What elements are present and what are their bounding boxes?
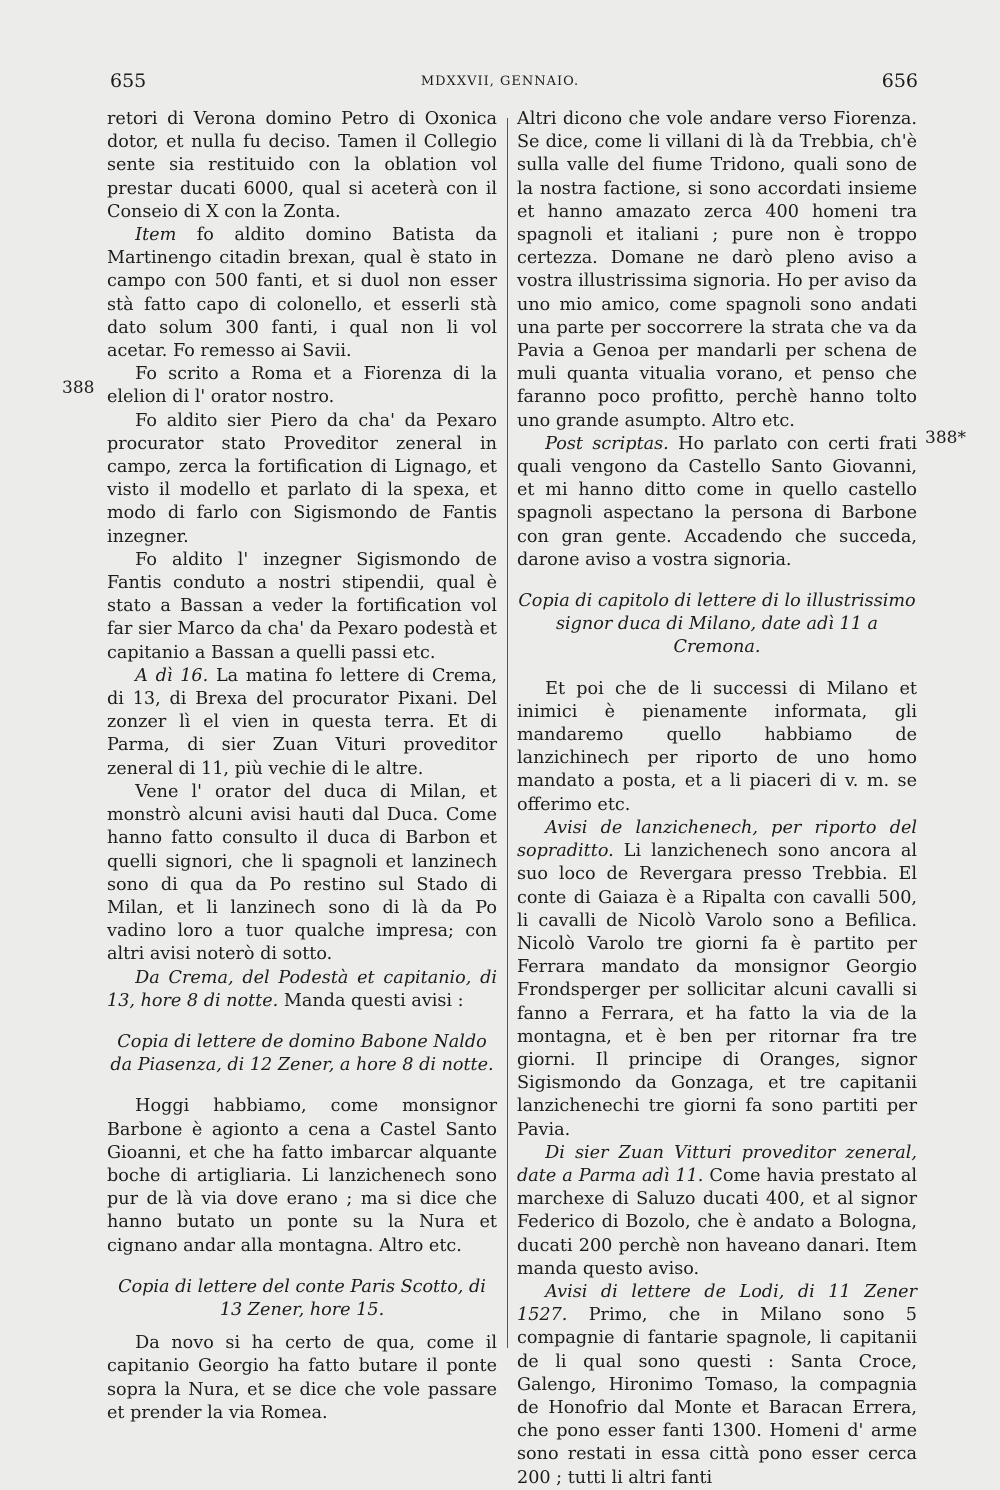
- paragraph-text: Vene l' orator del duca di Milan, et monstrò alcuni avisi hauti dal Duca. Come hanno fatto consulto il duca di Barbon et quelli signori, che li spagnoli et lanzinech sono di qua da Po restino sul Stado di Milan, et li lanzinech sono di là da Po vadino loro a tuor qualche impresa; con altri avisi noterò di sotto.: [107, 781, 497, 965]
- paragraph-lead: A dì 16.: [135, 665, 209, 686]
- paragraph-text: Ho parlato con certi frati quali vengono da Castello Santo Giovanni, et mi hanno ditto come in quello castello spagnoli aspectano la persona di Barbone con gran gente. Accadendo che succeda, darone aviso a vostra signoria.: [517, 433, 917, 570]
- paragraph: Hoggi habbiamo, come monsignor Barbone è agionto a cena a Castel Santo Gioanni, et che ha fatto imbarcar alquante boche di artigliaria. Li lanzichenech sono pur de là via dove erano ; ma si dice che hanno butato un ponte su la Nura et cignano andar alla montagna. Altro etc.: [107, 1096, 497, 1256]
- paragraph: Da novo si ha certo de qua, come il capitanio Georgio ha fatto butare il ponte sopra la Nura, et se dice che vole passare et prender la via Romea.: [107, 1333, 497, 1423]
- paragraph-lead: Item: [135, 225, 177, 246]
- margin-reference-left: 388: [62, 378, 95, 398]
- paragraph-lead: Avisi di lettere de Lodi, di 11 Zener 1527.: [517, 1281, 917, 1326]
- paragraph-text: Fo scrito a Roma et a Fiorenza di la elelion di l' orator nostro.: [107, 364, 497, 408]
- paragraph: [517, 433, 917, 572]
- paragraph-lead: Di sier Zuan Vitturi proveditor zeneral, date a Parma adì 11.: [517, 1142, 917, 1186]
- running-title: MDXXVII, GENNAIO.: [420, 74, 580, 89]
- paragraph: [107, 363, 497, 409]
- paragraph-lead: Post scriptas.: [545, 433, 669, 454]
- paragraph: [107, 224, 497, 363]
- paragraph: [107, 967, 497, 1013]
- paragraph-text: retori di Verona domino Petro di Oxonica dotor, et nulla fu deciso. Tamen il Collegio sente sia restituido con la oblation vol prestar ducati 6000, qual si aceterà con il Conseio di X con la Zonta.: [107, 109, 497, 222]
- left-column: [107, 108, 497, 1425]
- paragraph-text: La matina fo lettere di Crema, di 13, di Brexa del procurator Pixani. Del zonzer lì el vien in questa terra. Et di Parma, di sier Zuan Vituri proveditor zeneral di 11, più vechie di le altre.: [107, 665, 497, 779]
- paragraph: [107, 665, 497, 781]
- section-heading: Copia di lettere del conte Paris Scotto, di 13 Zener, hore 15.: [118, 1276, 486, 1320]
- paragraph: [107, 549, 497, 665]
- paragraph: [107, 410, 497, 549]
- paragraph-text: fo aldito domino Batista da Martinengo citadin brexan, qual è stato in campo con 500 fanti, et si duol non esser stà fatto capo di colonello, et esserli stà dato solum 300 fanti, i qual non li vol acetar. Fo remesso ai Savii.: [107, 225, 497, 362]
- paragraph-text: Manda questi avisi :: [278, 990, 464, 1011]
- paragraph-text: Li lanzichenech sono ancora al suo loco de Revergara presso Trebbia. El conte di Gaiaza è a Ripalta con cavalli 500, li cavalli de Nicolò Varolo sono a Befilica. Nicolò Varolo tre giorni fa è partito per Ferrara mandato da monsignor Georgio Frondsperger per sollicitar alcuni cavalli si fanno a Ferrara, et ha fatto la via de la montagna, et è ben per ritornar fra tre giorni. Il principe di Oranges, signor Sigismondo da Gonzaga, et tre capitanii lanzichenechi tre giorni fa sono partiti per Pavia.: [517, 841, 917, 1140]
- paragraph: [107, 781, 497, 967]
- page-header: [0, 70, 1000, 96]
- paragraph: Et poi che de li successi di Milano et inimici è pienamente informata, gli mandaremo quello habbiamo de lanzichinech per riporto de uno homo mandato a posta, et a li piaceri di v. m. se offerimo etc.: [517, 678, 917, 815]
- paragraph-text: Come havia prestato al marchexe di Saluzo ducati 400, et al signor Federico di Bozolo, che è andato a Bologna, ducati 200 perchè non haveano danari. Item manda questo aviso.: [517, 1165, 917, 1279]
- paragraph-text: Primo, che in Milano sono 5 compagnie di fantarie spagnole, li capitanii de li qual sono questi : Santa Croce, Galengo, Hironimo Tomaso, la compagnia de Honofrio dal Monte et Baracan Errera, che pono esser fanti 1300. Homeni d' arme sono restati in essa città pono esser cerca 200 ; tutti li altri fanti: [517, 1305, 917, 1488]
- paragraph-text: Fo aldito l' inzegner Sigismondo de Fantis conduto a nostri stipendii, qual è stato a Bassan a veder la fortification vol far sier Marco da cha' da Pexaro podestà et capitanio a Bassan a quelli passi etc.: [107, 549, 497, 663]
- paragraph: [517, 817, 917, 1142]
- paragraph: [517, 1142, 917, 1281]
- paragraph-text: Fo aldito sier Piero da cha' da Pexaro procurator stato Proveditor zeneral in campo, zerca la fortification di Lignago, et visto il modello et parlato di la spexa, et modo di farlo con Sigismondo de Fantis inzegner.: [107, 410, 497, 547]
- paragraph: Altri dicono che vole andare verso Fiorenza. Se dice, come li villani di là da Trebbia, ch'è sulla valle del fiume Tridono, quali sono de la nostra factione, si sono accordati insieme et hanno amazato zerca 400 homeni tra spagnoli et italiani ; pure non è troppo certezza. Domane ne darò pleno aviso a vostra illustrissima signoria. Ho per aviso da uno mio amico, come spagnoli sono andati una parte per soccorrere la strata che va da Pavia a Genoa per mandarli per schena de muli quanta vitualia vorano, et penso che faranno poco profitto, perchè hanno tolto uno grande asumpto. Altro etc.: [517, 109, 917, 431]
- page-number-right: 656: [881, 70, 918, 92]
- margin-reference-right: 388*: [925, 428, 966, 448]
- paragraph: [107, 108, 497, 224]
- paragraph-lead: Da Crema, del Podestà et capitanio, di 13, hore 8 di notte.: [107, 967, 497, 1011]
- paragraph-lead: Avisi de lanzichenech, per riporto del sopraditto.: [517, 817, 917, 862]
- right-column: [517, 108, 917, 1490]
- page-number-left: 655: [110, 70, 147, 92]
- section-heading: Copia di lettere de domino Babone Naldo da Piasenza, di 12 Zener, a hore 8 di notte.: [110, 1031, 494, 1076]
- column-divider: [507, 118, 508, 1348]
- paragraph: [517, 1281, 917, 1490]
- section-heading: Copia di capitolo di lettere di lo illustrissimo signor duca di Milano, date adì 11 a Cremona.: [518, 591, 916, 658]
